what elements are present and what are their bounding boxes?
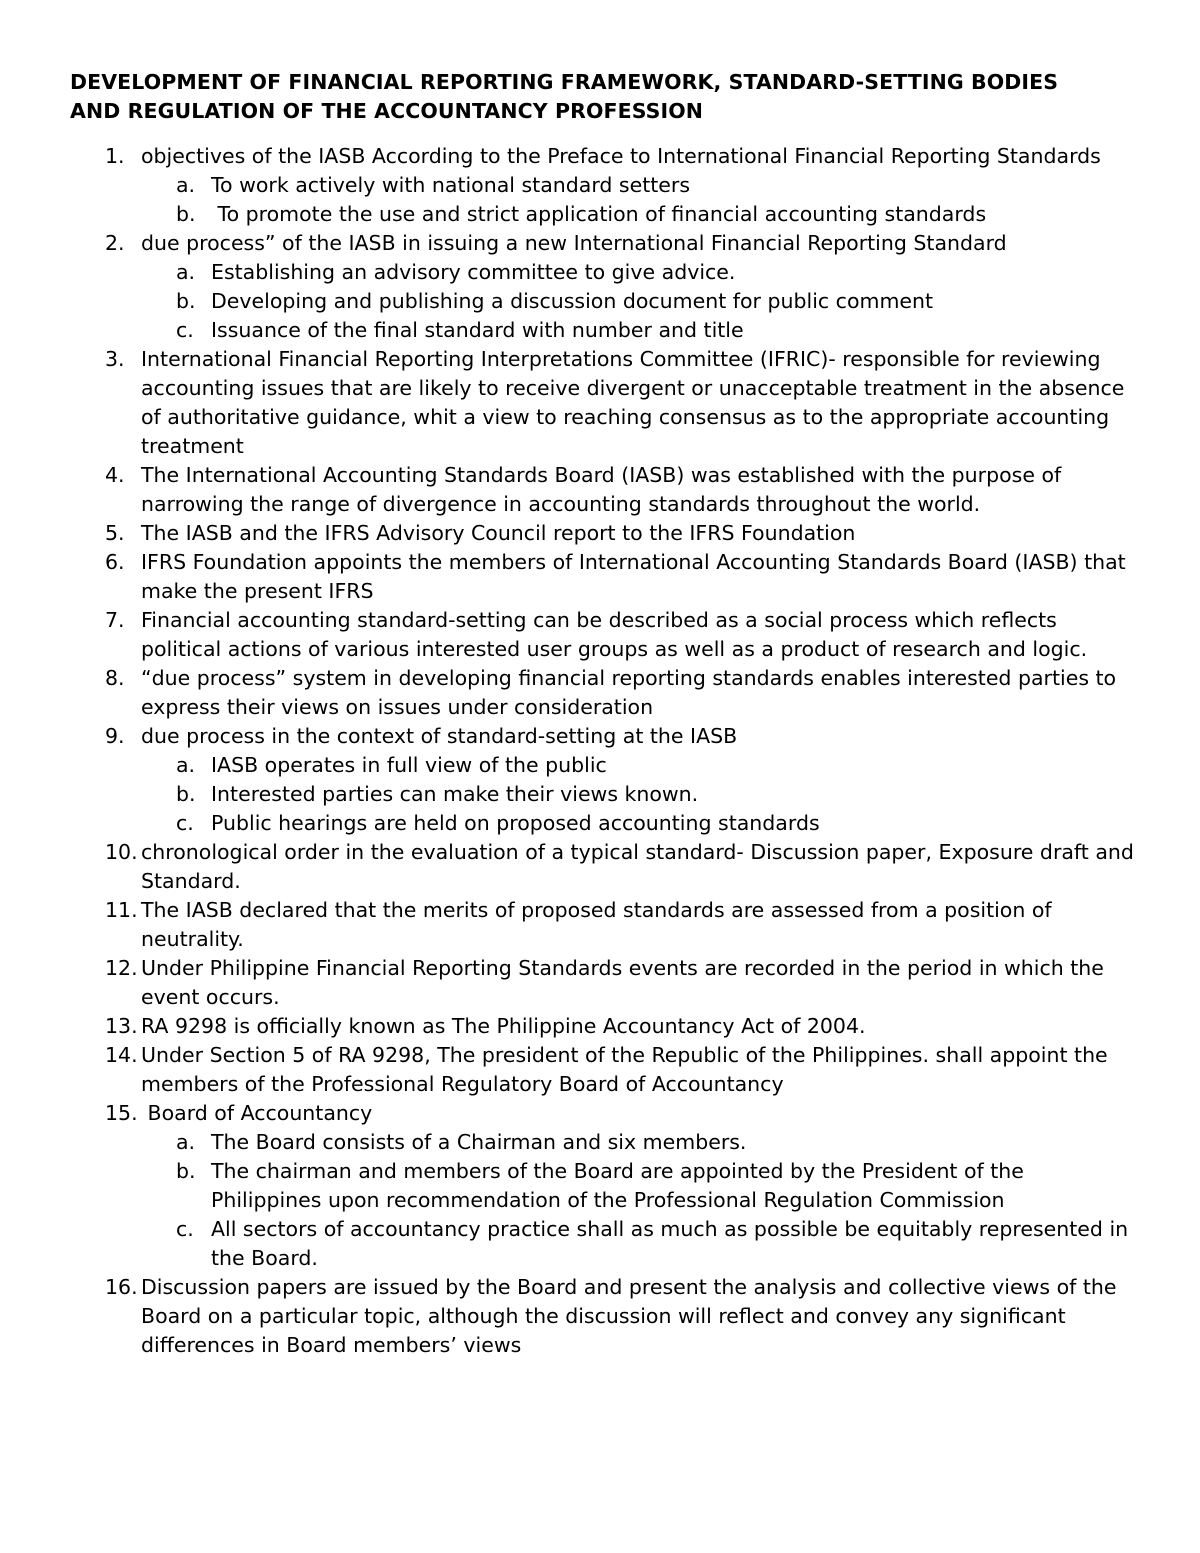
list-item-text: “due process” system in developing financial reporting standards enables interested parties to express their views on issues under consideration: [141, 666, 1123, 719]
sub-list-item-text: All sectors of accountancy practice shall as much as possible be equitably represented in the Board.: [211, 1217, 1135, 1270]
list-item-number-text: 3.: [105, 347, 125, 371]
list-item: [70, 838, 1140, 896]
list-item: [70, 229, 1140, 258]
list-item-number-text: 11.: [105, 898, 138, 922]
list-item-text: Under Philippine Financial Reporting Standards events are recorded in the period in which the event occurs.: [141, 956, 1111, 1009]
list-item-number: [70, 954, 141, 1012]
sub-list-item-letter: b.: [176, 202, 196, 226]
sub-list-item: [70, 316, 1140, 345]
list-item-number-text: 7.: [105, 608, 125, 632]
list-item: [70, 722, 1140, 751]
sub-list-item-text: The Board consists of a Chairman and six members.: [211, 1130, 747, 1154]
sub-list-item-text: IASB operates in full view of the public: [211, 753, 607, 777]
list-item-number-text: 10.: [105, 840, 138, 864]
list-item: [70, 548, 1140, 606]
list-item-text: RA 9298 is officially known as The Philippine Accountancy Act of 2004.: [141, 1014, 866, 1038]
title-line-2: AND REGULATION OF THE ACCOUNTANCY PROFESSION: [70, 99, 704, 123]
list-item-number: [70, 519, 141, 548]
list-item-text: International Financial Reporting Interpretations Committee (IFRIC)- responsible for reviewing accounting issues that are likely to receive divergent or unacceptable treatment in the absence of authoritative guidance, whit a view to reaching consensus as to the appropriate accounting treatment: [141, 347, 1131, 458]
sub-list-item-text: Interested parties can make their views known.: [211, 782, 699, 806]
sub-list-item-text: Public hearings are held on proposed accounting standards: [211, 811, 820, 835]
sub-list-item: [70, 751, 1140, 780]
list-item-text: due process in the context of standard-setting at the IASB: [141, 724, 738, 748]
list-item-number: [70, 606, 141, 664]
list-item: [70, 606, 1140, 664]
sub-list-item-text: Establishing an advisory committee to give advice.: [211, 260, 736, 284]
list-item-number: [70, 838, 141, 896]
list-item-number-text: 13.: [105, 1014, 138, 1038]
sub-list-item-letter: a.: [176, 753, 196, 777]
list-item-text: due process” of the IASB in issuing a new International Financial Reporting Standard: [141, 231, 1007, 255]
sub-list-item-letter: c.: [176, 811, 194, 835]
list-item-text: The International Accounting Standards Board (IASB) was established with the purpose of narrowing the range of divergence in accounting standards throughout the world.: [141, 463, 1068, 516]
sub-list-item-letter: c.: [176, 318, 194, 342]
sub-list-item: [70, 1215, 1140, 1273]
sub-list-item-letter: b.: [176, 1159, 196, 1183]
sub-list-item-letter: b.: [176, 289, 196, 313]
sub-list-item: [70, 171, 1140, 200]
list-item-number-text: 4.: [105, 463, 125, 487]
list-item-number-text: 9.: [105, 724, 125, 748]
sub-list-item-text: Developing and publishing a discussion document for public comment: [211, 289, 934, 313]
sub-list-item-text: The chairman and members of the Board are appointed by the President of the Philippines upon recommendation of the Professional Regulation Commission: [211, 1159, 1031, 1212]
list-item-number-text: 1.: [105, 144, 125, 168]
list-item-number-text: 2.: [105, 231, 125, 255]
list-item: [70, 664, 1140, 722]
list-item-number-text: 8.: [105, 666, 125, 690]
list-item-text: Discussion papers are issued by the Board and present the analysis and collective views of the Board on a particular topic, although the discussion will reflect and convey any significant differences in Board members’ views: [141, 1275, 1124, 1357]
list-item-number: [70, 722, 141, 751]
sub-list-item-letter: b.: [176, 782, 196, 806]
sub-list-item: [70, 1157, 1140, 1215]
sub-list-item-text: Issuance of the final standard with number and title: [211, 318, 744, 342]
list-item-text: Financial accounting standard-setting can be described as a social process which reflects political actions of various interested user groups as well as a product of research and logic.: [141, 608, 1088, 661]
list-item-number-text: 12.: [105, 956, 138, 980]
sub-list-item-letter: c.: [176, 1217, 194, 1241]
list-item: [70, 954, 1140, 1012]
list-item-text: IFRS Foundation appoints the members of International Accounting Standards Board (IASB) that make the present IFRS: [141, 550, 1133, 603]
list-item: [70, 896, 1140, 954]
list-item-number: [70, 1012, 141, 1041]
sub-list-item-letter: a.: [176, 1130, 196, 1154]
numbered-list: [70, 142, 1140, 1360]
list-item: [70, 519, 1140, 548]
list-item-number-text: 15.: [105, 1101, 138, 1125]
list-item-text: The IASB declared that the merits of proposed standards are assessed from a position of neutrality.: [141, 898, 1059, 951]
list-item: [70, 1012, 1140, 1041]
title-line-1: DEVELOPMENT OF FINANCIAL REPORTING FRAMEWORK, STANDARD-SETTING BODIES: [70, 70, 1059, 94]
list-item: [70, 1099, 1140, 1128]
sub-list-item: [70, 780, 1140, 809]
list-item-number: [70, 548, 141, 606]
list-item-number: [70, 461, 141, 519]
sub-list-item: [70, 200, 1140, 229]
list-item-text: objectives of the IASB According to the Preface to International Financial Reporting Standards: [141, 144, 1101, 168]
list-item-number-text: 14.: [105, 1043, 138, 1067]
sub-list-item: [70, 809, 1140, 838]
list-item-number-text: 5.: [105, 521, 125, 545]
list-item-number: [70, 1273, 141, 1360]
list-item: [70, 1273, 1140, 1360]
list-item-number: [70, 896, 141, 954]
sub-list-item-text: To work actively with national standard setters: [211, 173, 691, 197]
sub-list-item-text: To promote the use and strict application of financial accounting standards: [211, 202, 987, 226]
list-item: [70, 345, 1140, 461]
list-item: [70, 461, 1140, 519]
list-item-number: [70, 1041, 141, 1099]
sub-list-item: [70, 287, 1140, 316]
list-item-number: [70, 345, 141, 461]
list-item-number: [70, 142, 141, 171]
list-item: [70, 142, 1140, 171]
list-item: [70, 1041, 1140, 1099]
sub-list-item: [70, 1128, 1140, 1157]
list-item-text: The IASB and the IFRS Advisory Council report to the IFRS Foundation: [141, 521, 856, 545]
list-item-number: [70, 664, 141, 722]
sub-list-item-letter: a.: [176, 260, 196, 284]
list-item-number: [70, 229, 141, 258]
sub-list-item-letter: a.: [176, 173, 196, 197]
sub-list-item: [70, 258, 1140, 287]
list-item-text: Under Section 5 of RA 9298, The president of the Republic of the Philippines. shall appoint the members of the Professional Regulatory Board of Accountancy: [141, 1043, 1115, 1096]
list-item-text: chronological order in the evaluation of a typical standard- Discussion paper, Exposure draft and Standard.: [141, 840, 1141, 893]
list-item-text: Board of Accountancy: [141, 1101, 373, 1125]
list-item-number-text: 6.: [105, 550, 125, 574]
list-item-number: [70, 1099, 141, 1128]
list-item-number-text: 16.: [105, 1275, 138, 1299]
document-title: [70, 68, 1140, 126]
